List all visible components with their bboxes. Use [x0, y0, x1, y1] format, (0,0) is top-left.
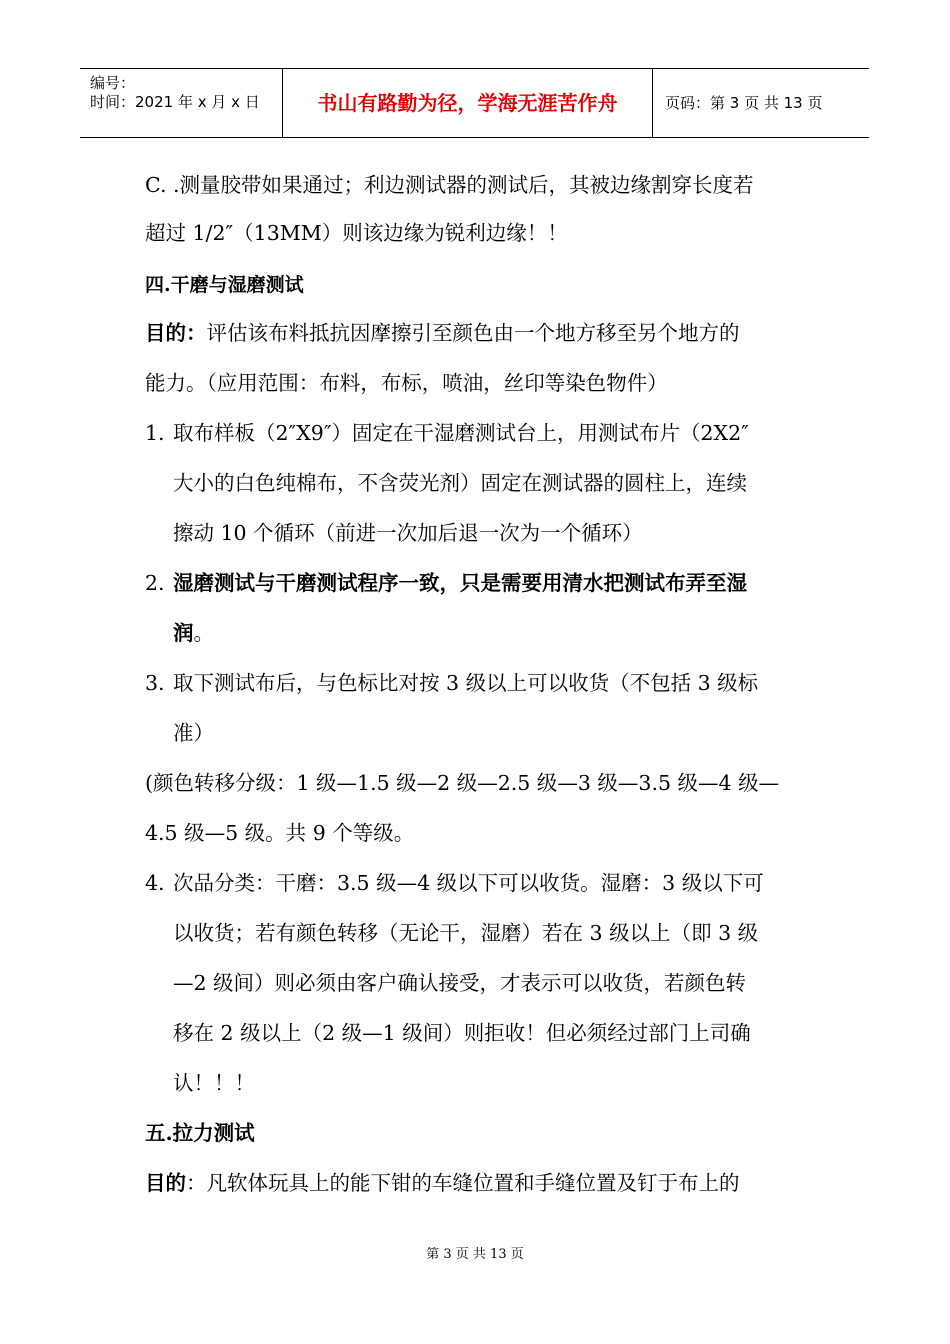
list-item-4-line3: —2 级间）则必须由客户确认接受，才表示可以收货，若颜色转: [173, 971, 747, 995]
paragraph-line: 超过 1/2″（13MM）则该边缘为锐利边缘！！: [145, 221, 568, 245]
list-item-1-line3: 擦动 10 个循环（前进一次加后退一次为一个循环）: [173, 521, 643, 545]
list-item-2-period: 。: [193, 621, 214, 645]
list-item-3-line2: 准）: [173, 721, 214, 745]
list-item-2-line2: [173, 618, 214, 648]
list-number: 2.: [145, 571, 165, 595]
list-number: 1.: [145, 421, 165, 445]
text-c-line1: C. .测量胶带如果通过；利边测试器的测试后，其被边缘割穿长度若: [145, 173, 754, 197]
page-footer: 第 3 页 共 13 页: [426, 1247, 524, 1262]
list-item-2-line1: 湿磨测试与干磨测试程序一致，只是需要用清水把测试布弄至湿: [173, 571, 747, 595]
list-item-1-line2: 大小的白色纯棉布，不含荧光剂）固定在测试器的圆柱上，连续: [173, 471, 747, 495]
document-number-label: 编号：: [90, 74, 136, 92]
purpose-text: 评估该布料抵抗因摩擦引至颜色由一个地方移至另个地方的: [206, 321, 740, 345]
purpose2-text: ：凡软体玩具上的能下钳的车缝位置和手缝位置及钉于布上的: [186, 1171, 740, 1195]
grade-line2: 4.5 级—5 级。共 9 个等级。: [145, 821, 415, 845]
purpose-line-2: 能力。（应用范围：布料，布标，喷油，丝印等染色物件）: [145, 371, 668, 395]
header-info-cell: [80, 69, 283, 137]
list-item-4-line5: 认！！！: [173, 1071, 255, 1095]
header-page-number: 页码：第 3 页 共 13 页: [665, 94, 823, 112]
list-item-4-line4: 移在 2 级以上（2 级—1 级间）则拒收！但必须经过部门上司确: [173, 1021, 751, 1045]
list-item-2-bold-end: 润: [173, 621, 194, 645]
purpose-line: [145, 318, 740, 348]
list-number: 4.: [145, 871, 165, 895]
grade-line1: (颜色转移分级：1 级—1.5 级—2 级—2.5 级—3 级—3.5 级—4 级—: [145, 771, 780, 795]
list-item-3-line1: 取下测试布后，与色标比对按 3 级以上可以收货（不包括 3 级标: [173, 671, 759, 695]
list-item-4-line2: 以收货；若有颜色转移（无论干，湿磨）若在 3 级以上（即 3 级: [173, 921, 759, 945]
header-motto: 书山有路勤为径，学海无涯苦作舟: [283, 69, 653, 137]
header-table: [80, 68, 869, 138]
paragraph-line: [145, 170, 754, 200]
section-heading-5: 五.拉力测试: [145, 1121, 255, 1145]
purpose2-label: 目的: [145, 1171, 186, 1195]
section-heading-4: 四.干磨与湿磨测试: [145, 274, 304, 296]
purpose-label: 目的：: [145, 321, 207, 345]
purpose2-line: [145, 1168, 740, 1198]
list-item-1-line1: 取布样板（2″X9″）固定在干湿磨测试台上，用测试布片（2X2″: [173, 421, 749, 445]
list-item-4-line1: 次品分类：干磨：3.5 级—4 级以下可以收货。湿磨：3 级以下可: [173, 871, 764, 895]
list-number: 3.: [145, 671, 165, 695]
document-time-label: 时间：2021 年 x 月 x 日: [90, 93, 260, 111]
